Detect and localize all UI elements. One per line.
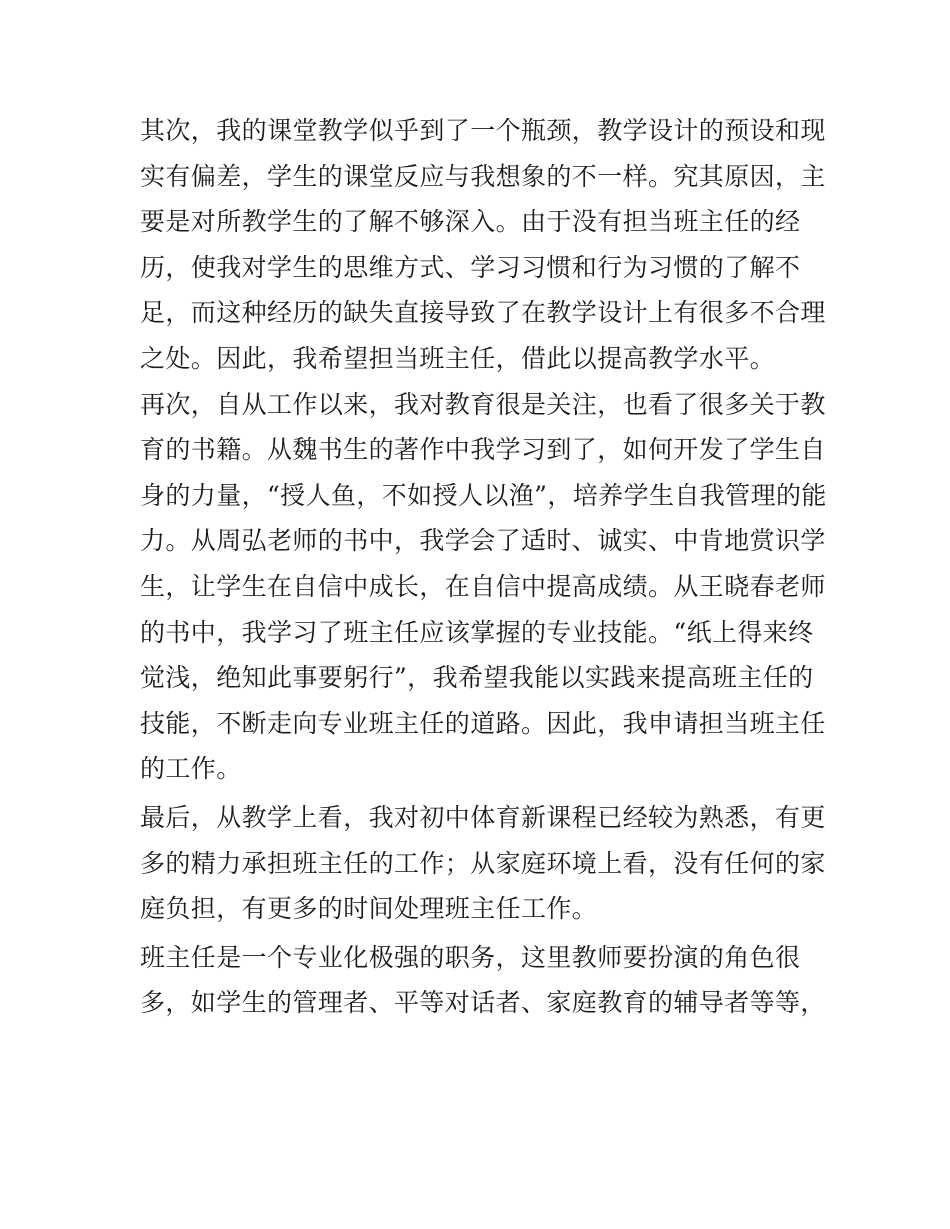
document-body: [140, 108, 827, 1026]
text-line: 足，而这种经历的缺失直接导致了在教学设计上有很多不合理: [140, 298, 826, 328]
paragraph-1: [140, 108, 826, 382]
text-line: 再次，自从工作以来，我对教育很是关注，也看了很多关于教: [140, 389, 826, 419]
text-line: 技能，不断走向专业班主任的道路。因此，我申请担当班主任: [140, 708, 826, 738]
text-line: 多的精力承担班主任的工作；从家庭环境上看，没有任何的家: [140, 848, 826, 878]
text-line: 历，使我对学生的思维方式、学习习惯和行为习惯的了解不: [140, 252, 801, 282]
paragraph-4: [140, 935, 826, 1026]
text-line: 身的力量，“授人鱼，不如授人以渔”，培养学生自我管理的能: [140, 480, 827, 510]
text-line: 的工作。: [140, 754, 242, 784]
text-line: 其次，我的课堂教学似乎到了一个瓶颈，教学设计的预设和现: [140, 116, 826, 145]
paragraph-2: [140, 382, 827, 792]
text-line: 要是对所教学生的了解不够深入。由于没有担当班主任的经: [140, 207, 801, 237]
text-line: 庭负担，有更多的时间处理班主任工作。: [140, 894, 598, 924]
text-line: 觉浅，绝知此事要躬行”，我希望我能以实践来提高班主任的: [140, 663, 814, 693]
text-line: 班主任是一个专业化极强的职务，这里教师要扮演的角色很: [140, 942, 801, 972]
text-line: 生，让学生在自信中成长，在自信中提高成绩。从王晓春老师: [140, 571, 826, 601]
text-line: 实有偏差，学生的课堂反应与我想象的不一样。究其原因，主: [140, 161, 826, 191]
text-line: 之处。因此，我希望担当班主任，借此以提高教学水平。: [140, 343, 776, 373]
paragraph-3: [140, 795, 826, 932]
text-line: 多，如学生的管理者、平等对话者、家庭教育的辅导者等等，: [140, 988, 826, 1018]
text-line: 的书中，我学习了班主任应该掌握的专业技能。“纸上得来终: [140, 617, 814, 647]
text-line: 最后，从教学上看，我对初中体育新课程已经较为熟悉，有更: [140, 802, 826, 832]
text-line: 育的书籍。从魏书生的著作中我学习到了，如何开发了学生自: [140, 435, 826, 465]
text-line: 力。从周弘老师的书中，我学会了适时、诚实、中肯地赏识学: [140, 526, 826, 556]
